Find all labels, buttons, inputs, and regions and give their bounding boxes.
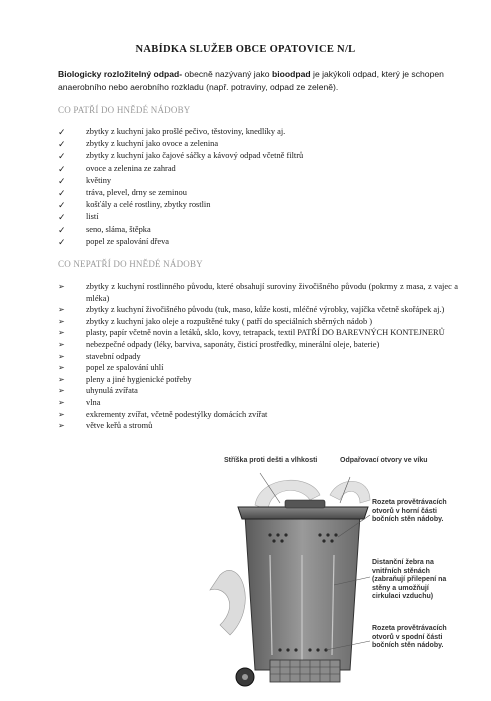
list-item: ➢ exkrementy zvířat, včetně podestýlky domácích zvířat — [58, 409, 268, 419]
list-item: ✓ zbytky z kuchyní jako čajové sáčky a kávový odpad včetně filtrů — [58, 151, 304, 162]
section-heading-not-belongs: CO NEPATŘÍ DO HNĚDÉ NÁDOBY — [58, 259, 203, 269]
list-item: ➢ zbytky z kuchyní rostlinného původu, které obsahují suroviny živočišného původu (pokrmy z masa, z vajec a mléka) — [58, 282, 458, 303]
callout-bottom-vents: Rozeta provětrávacích otvorů v spodní části bočních stěn nádoby. — [372, 625, 447, 650]
check-icon: ✓ — [58, 200, 66, 211]
arrow-bullet-icon: ➢ — [58, 421, 65, 431]
arrow-bullet-icon: ➢ — [58, 305, 65, 315]
intro-paragraph — [58, 68, 448, 94]
arrow-bullet-icon: ➢ — [58, 328, 65, 338]
list-item: ➢ nebezpečné odpady (léky, barviva, saponáty, čisticí prostředky, minerální oleje, baterie) — [58, 339, 380, 349]
check-icon: ✓ — [58, 163, 66, 174]
list-item: ➢ pleny a jiné hygienické potřeby — [58, 374, 192, 384]
list-item: ➢ popel ze spalování uhlí — [58, 363, 164, 373]
arrow-bullet-icon: ➢ — [58, 282, 65, 291]
not-belongs-list — [58, 281, 458, 432]
list-item: ✓ zbytky z kuchyní jako ovoce a zelenina — [58, 139, 219, 150]
intro-term: Biologicky rozložitelný odpad- — [58, 69, 183, 79]
list-item: ✓ květiny — [58, 175, 112, 186]
callout-inner-ribs: Distanční žebra na vnitřních stěnách (zabraňují přilepení na stěny a umožňují cirkulaci vzduchu) — [372, 559, 447, 601]
arrow-bullet-icon: ➢ — [58, 316, 65, 326]
list-item: ✓ zbytky z kuchyní jako prošlé pečivo, těstoviny, knedlíky aj. — [58, 127, 286, 137]
list-item: ✓ košťály a celé rostliny, zbytky rostlin — [58, 200, 211, 211]
list-item: ➢ vlna — [58, 397, 101, 407]
arrow-bullet-icon: ➢ — [58, 386, 65, 396]
list-item: ➢ zbytky z kuchyní živočišného původu (tuk, maso, kůže kosti, mléčné výrobky, vajíčka včetně skořápek aj.) — [58, 305, 445, 315]
check-icon: ✓ — [58, 212, 66, 223]
callout-rain-cover: Stříška proti dešti a vlhkosti — [224, 457, 318, 464]
check-icon: ✓ — [58, 224, 66, 235]
belongs-list — [58, 126, 458, 248]
arrow-bullet-icon: ➢ — [58, 351, 65, 361]
list-item: ➢ větve keřů a stromů — [58, 421, 153, 431]
list-item: ➢ uhynulá zvířata — [58, 386, 138, 396]
check-icon: ✓ — [58, 127, 66, 137]
callout-top-vents: Rozeta provětrávacích otvorů v horní části bočních stěn nádoby. — [372, 499, 447, 524]
callout-lid-vents: Odpařovací otvory ve víku — [340, 457, 428, 464]
document-title: NABÍDKA SLUŽEB OBCE OPATOVICE N/L — [135, 44, 356, 55]
arrow-bullet-icon: ➢ — [58, 374, 65, 384]
arrow-bullet-icon: ➢ — [58, 339, 65, 349]
check-icon: ✓ — [58, 139, 66, 150]
list-item: ➢ plasty, papír včetně novin a letáků, sklo, kovy, tetrapack, textil PATŘÍ DO BAREVNÝCH KONTEJNERŮ — [58, 328, 445, 338]
intro-text-2: je jakýkoli odpad, který je schopen anaerobního nebo aerobního rozkladu (např. potraviny, odpad ze zeleně). — [58, 69, 444, 92]
list-item: ➢ zbytky z kuchyní jako oleje a rozpuštěné tuky ( patří do speciálních sběrných nádob ) — [58, 316, 373, 326]
list-item: ✓ tráva, plevel, drny se zeminou — [58, 188, 187, 199]
check-icon: ✓ — [58, 175, 66, 186]
list-item: ✓ listí — [58, 212, 99, 223]
compost-bin-diagram — [200, 455, 462, 695]
arrow-bullet-icon: ➢ — [58, 397, 65, 407]
list-item: ✓ seno, sláma, štěpka — [58, 224, 151, 235]
list-item: ➢ stavební odpady — [58, 351, 141, 361]
arrow-bullet-icon: ➢ — [58, 363, 65, 373]
section-heading-belongs: CO PATŘÍ DO HNĚDÉ NÁDOBY — [58, 105, 191, 115]
list-item: ✓ popel ze spalování dřeva — [58, 236, 170, 247]
check-icon: ✓ — [58, 236, 66, 247]
check-icon: ✓ — [58, 188, 66, 199]
intro-text-1: obecně nazývaný jako — [182, 69, 272, 79]
check-icon: ✓ — [58, 151, 66, 162]
arrow-bullet-icon: ➢ — [58, 409, 65, 419]
intro-term-bioodpad: bioodpad — [271, 69, 311, 79]
list-item: ✓ ovoce a zelenina ze zahrad — [58, 163, 176, 174]
